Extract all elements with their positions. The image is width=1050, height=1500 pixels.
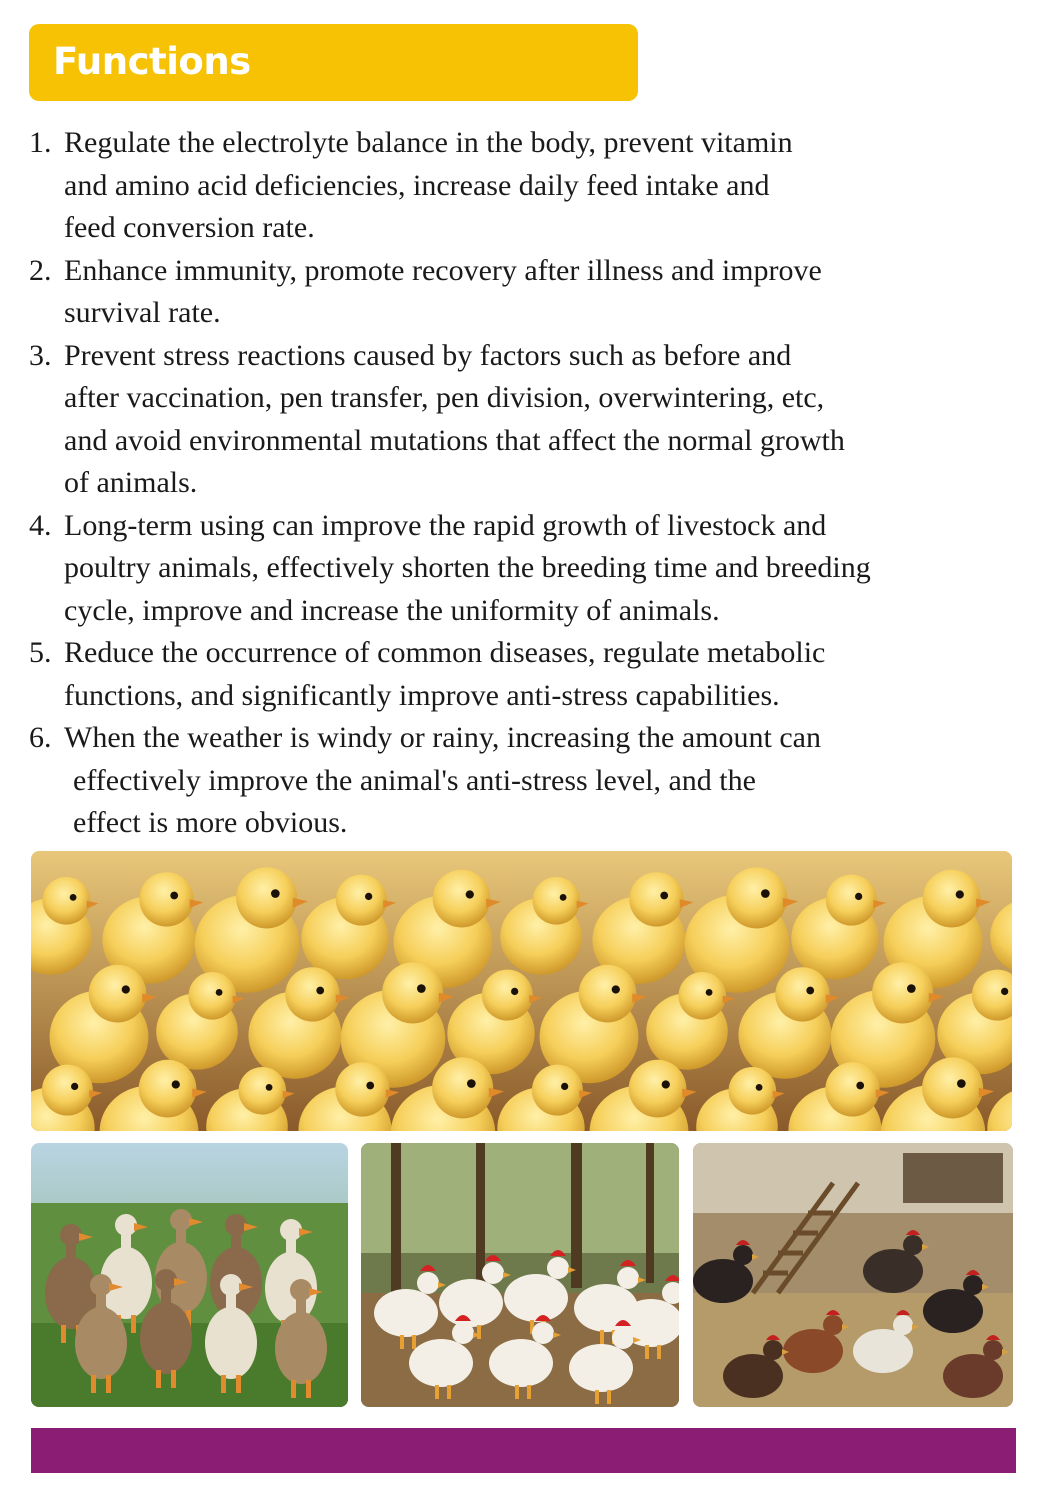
function-line: Prevent stress reactions caused by factors such as before and bbox=[64, 338, 792, 372]
function-item-2 bbox=[29, 250, 1029, 335]
function-line: feed conversion rate. bbox=[64, 211, 315, 244]
ducks-photo bbox=[31, 1143, 348, 1407]
function-line: poultry animals, effectively shorten the breeding time and breeding bbox=[64, 551, 871, 584]
function-line: Reduce the occurrence of common diseases, regulate metabolic bbox=[64, 636, 826, 669]
white-chickens-photo bbox=[361, 1143, 679, 1407]
footer-bar bbox=[31, 1428, 1016, 1473]
function-item-3 bbox=[29, 335, 1029, 505]
function-item-text bbox=[29, 505, 1029, 633]
functions-list bbox=[29, 122, 1029, 845]
function-line: Enhance immunity, promote recovery after illness and improve bbox=[64, 253, 822, 287]
function-line: Regulate the electrolyte balance in the body, prevent vitamin bbox=[64, 126, 793, 159]
function-item-4 bbox=[29, 505, 1029, 633]
functions-title: Functions bbox=[53, 40, 251, 83]
function-item-number: 4. bbox=[29, 508, 52, 542]
function-line: functions, and significantly improve anti-stress capabilities. bbox=[64, 678, 780, 712]
function-item-number: 5. bbox=[29, 636, 52, 669]
function-item-text bbox=[29, 632, 1029, 717]
function-line: after vaccination, pen transfer, pen division, overwintering, etc, bbox=[64, 381, 825, 414]
function-line: and amino acid deficiencies, increase daily feed intake and bbox=[64, 168, 770, 202]
function-line: effectively improve the animal's anti-stress level, and the bbox=[73, 763, 756, 797]
function-line: cycle, improve and increase the uniformity of animals. bbox=[64, 593, 720, 627]
function-item-number: 2. bbox=[29, 253, 52, 287]
function-line: of animals. bbox=[64, 466, 198, 499]
functions-header-banner bbox=[29, 24, 638, 101]
chicks-photo bbox=[31, 851, 1012, 1131]
function-item-text bbox=[29, 122, 1029, 250]
function-item-1 bbox=[29, 122, 1029, 250]
function-line: and avoid environmental mutations that affect the normal growth bbox=[64, 423, 845, 457]
function-item-6 bbox=[29, 717, 1029, 845]
function-line: Long-term using can improve the rapid growth of livestock and bbox=[64, 508, 827, 542]
function-line: effect is more obvious. bbox=[73, 806, 348, 839]
function-item-text bbox=[29, 335, 1029, 505]
function-line: survival rate. bbox=[64, 296, 221, 329]
function-item-text bbox=[29, 250, 1029, 335]
function-item-number: 6. bbox=[29, 721, 52, 754]
hens-photo bbox=[693, 1143, 1013, 1407]
function-item-5 bbox=[29, 632, 1029, 717]
function-item-number: 1. bbox=[29, 126, 52, 159]
function-item-text bbox=[29, 717, 1029, 845]
function-item-number: 3. bbox=[29, 338, 52, 372]
function-line: When the weather is windy or rainy, increasing the amount can bbox=[64, 721, 821, 754]
